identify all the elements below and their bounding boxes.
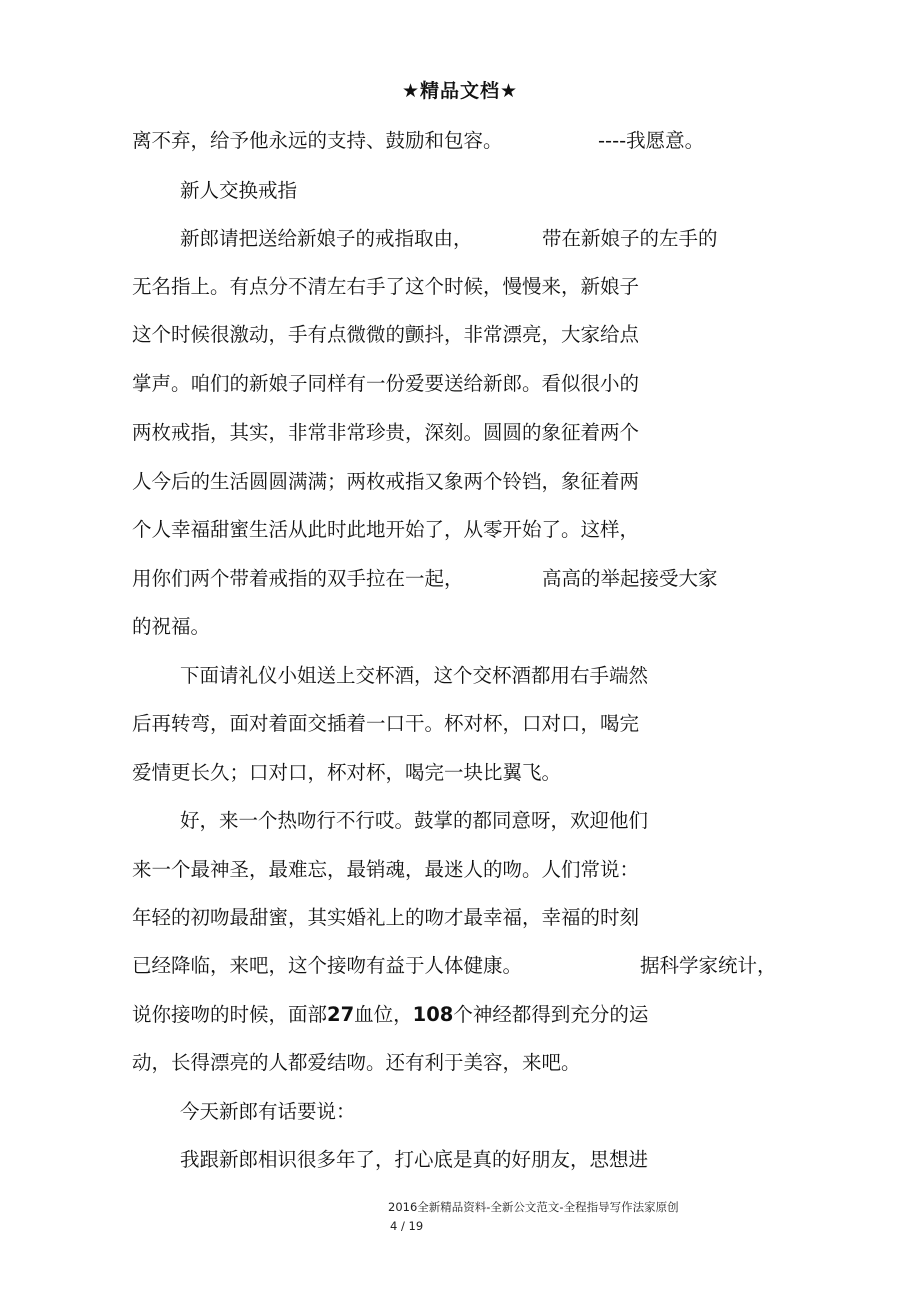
- text-segment: 血位，: [354, 1003, 413, 1026]
- text-line-segment: 高高的举起接受大家: [542, 567, 718, 590]
- text-line: 动，长得漂亮的人都爱结吻。还有利于美容，来吧。: [132, 1051, 581, 1074]
- text-line: 已经降临，来吧，这个接吻有益于人体健康。: [132, 954, 523, 977]
- text-line: 新郎请把送给新娘子的戒指取由，: [180, 227, 473, 250]
- text-segment: 说你接吻的时候，面部: [132, 1003, 328, 1026]
- text-line: 年轻的初吻最甜蜜，其实婚礼上的吻才最幸福，幸福的时刻: [132, 906, 640, 929]
- page-number: 4 / 19: [390, 1219, 424, 1233]
- footer-source-text: 2016全新精品资料-全新公文范文-全程指导写作法家原创: [388, 1200, 679, 1214]
- text-segment: 个神经都得到充分的运: [453, 1003, 649, 1026]
- text-line-segment: 带在新娘子的左手的: [542, 227, 718, 250]
- text-line: 用你们两个带着戒指的双手拉在一起，: [132, 567, 464, 590]
- number-value: 108: [412, 1003, 454, 1026]
- page-header-title: ★精品文档★: [401, 80, 519, 102]
- text-line: 个人幸福甜蜜生活从此时此地开始了，从零开始了。这样，: [132, 518, 640, 541]
- number-value: 27: [327, 1003, 355, 1026]
- text-line: 人今后的生活圆圆满满；两枚戒指又象两个铃铛，象征着两: [132, 470, 640, 493]
- text-line: 两枚戒指，其实，非常非常珍贵，深刻。圆圆的象征着两个: [132, 421, 640, 444]
- text-line: 爱情更长久；口对口，杯对杯，喝完一块比翼飞。: [132, 761, 562, 784]
- text-line: 无名指上。有点分不清左右手了这个时候，慢慢来，新娘子: [132, 275, 640, 298]
- text-line: 好，来一个热吻行不行哎。鼓掌的都同意呀，欢迎他们: [180, 809, 649, 832]
- text-line: 的祝福。: [132, 615, 211, 638]
- text-line: 下面请礼仪小姐送上交杯酒，这个交杯酒都用右手端然: [180, 664, 649, 687]
- text-line: 今天新郎有话要说：: [180, 1100, 356, 1123]
- text-line: 掌声。咱们的新娘子同样有一份爱要送给新郎。看似很小的: [132, 372, 640, 395]
- text-line: 后再转弯，面对着面交插着一口干。杯对杯，口对口，喝完: [132, 712, 640, 735]
- text-line: 这个时候很激动，手有点微微的颤抖，非常漂亮，大家给点: [132, 323, 640, 346]
- text-line: 我跟新郎相识很多年了，打心底是真的好朋友，思想进: [180, 1148, 649, 1171]
- text-line: [132, 1002, 648, 1028]
- text-line-segment: 据科学家统计，: [640, 954, 777, 977]
- text-line: 来一个最神圣，最难忘，最销魂，最迷人的吻。人们常说：: [132, 858, 640, 881]
- text-line-segment: ----我愿意。: [598, 129, 705, 152]
- section-heading: 新人交换戒指: [180, 179, 298, 202]
- text-line: 离不弃，给予他永远的支持、鼓励和包容。: [132, 129, 503, 152]
